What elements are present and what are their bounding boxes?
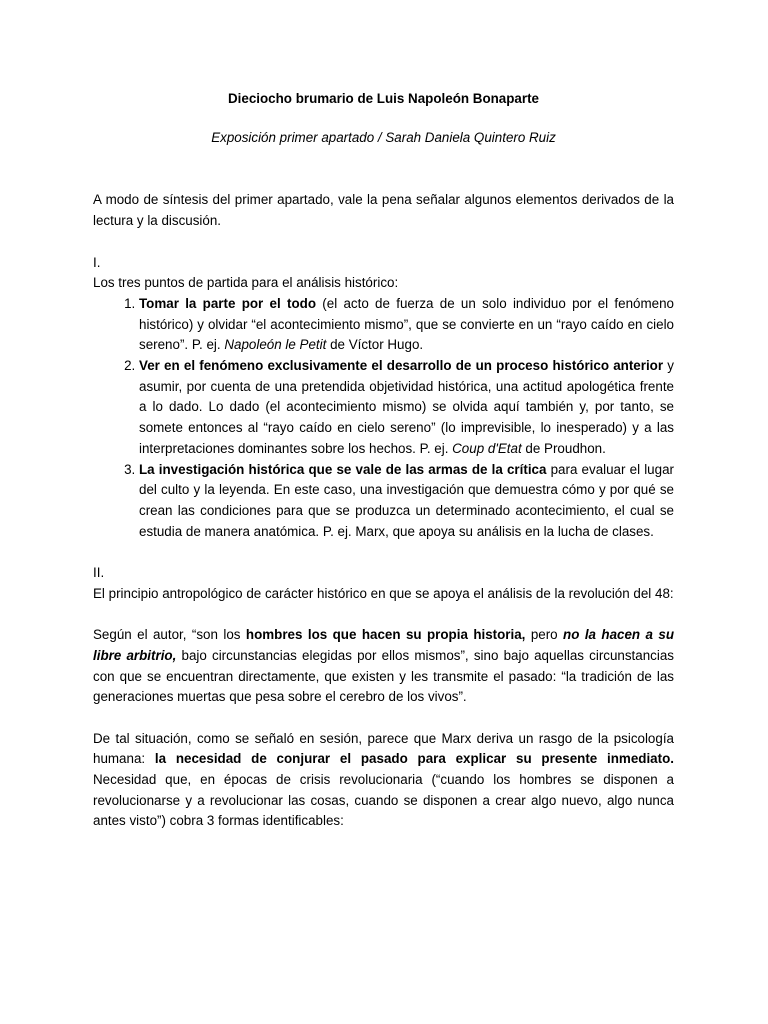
list-item: 3. La investigación histórica que se vale de las armas de la crítica para evaluar el lugar del culto y la leyenda. En este caso, una investigación que demuestra cómo y por qué se crean las condiciones para que se produzca un determinado acontecimiento, el cual se estudia de manera anatómica. P. ej. Marx, que apoya su análisis en la lucha de clases. — [139, 460, 674, 543]
quote-paragraph: Según el autor, “son los hombres los que hacen su propia historia, pero no la hacen a su libre arbitrio, bajo circunstancias elegidas por ellos mismos”, sino bajo aquellas circunstancias con que se encuentran directamente, que existen y les transmite el pasado: “la tradición de las generaciones muertas que pesa sobre el cerebro de los vivos”. — [93, 627, 675, 705]
list-item: 1. Tomar la parte por el todo (el acto de fuerza de un solo individuo por el fenómeno histórico) y olvidar “el acontecimiento mismo”, que se convierte en un “rayo caído en cielo sereno”. P. ej. Napoleón le Petit de Víctor Hugo. — [139, 294, 674, 356]
document-subtitle: Exposición primer apartado / Sarah Daniela Quintero Ruiz — [211, 129, 556, 145]
section-1-heading: I. — [93, 254, 101, 270]
intro-paragraph: A modo de síntesis del primer apartado, vale la pena señalar algunos elementos derivados de la lectura y la discusión. — [93, 192, 674, 229]
list-item-bold: Tomar la parte por el todo — [139, 295, 317, 311]
document-title: Dieciocho brumario de Luis Napoleón Bonaparte — [227, 91, 539, 106]
section-2-lead: El principio antropológico de carácter histórico en que se apoya el análisis de la revolución del 48: — [93, 585, 674, 601]
list-item: 2. Ver en el fenómeno exclusivamente el desarrollo de un proceso histórico anterior y asumir, por cuenta de una pretendida objetividad histórica, una actitud apologética frente a lo dado. Lo dado (el acontecimiento mismo) se olvida aquí también y, por tanto, se somete entonces al “rayo caído en cielo sereno” (lo imprevisible, lo inesperado) y a las interpretaciones dominantes sobre los hechos. P. ej. Coup d'Etat de Proudhon. — [139, 356, 674, 460]
starting-points-list — [93, 294, 674, 542]
section-1-lead: Los tres puntos de partida para el análisis histórico: — [93, 275, 399, 291]
section-2-heading: II. — [93, 565, 105, 581]
list-item-bold: Ver en el fenómeno exclusivamente el desarrollo de un proceso histórico anterior — [139, 358, 664, 374]
final-paragraph: De tal situación, como se señaló en sesión, parece que Marx deriva un rasgo de la psicología humana: la necesidad de conjurar el pasado para explicar su presente inmediato. Necesidad que, en épocas de crisis revolucionaria (“cuando los hombres se disponen a revolucionarse y a revolucionar las cosas, cuando se disponen a crear algo nuevo, algo nunca antes visto”) cobra 3 formas identificables: — [93, 730, 674, 829]
list-item-bold: La investigación histórica que se vale de las armas de la crítica — [139, 461, 547, 477]
